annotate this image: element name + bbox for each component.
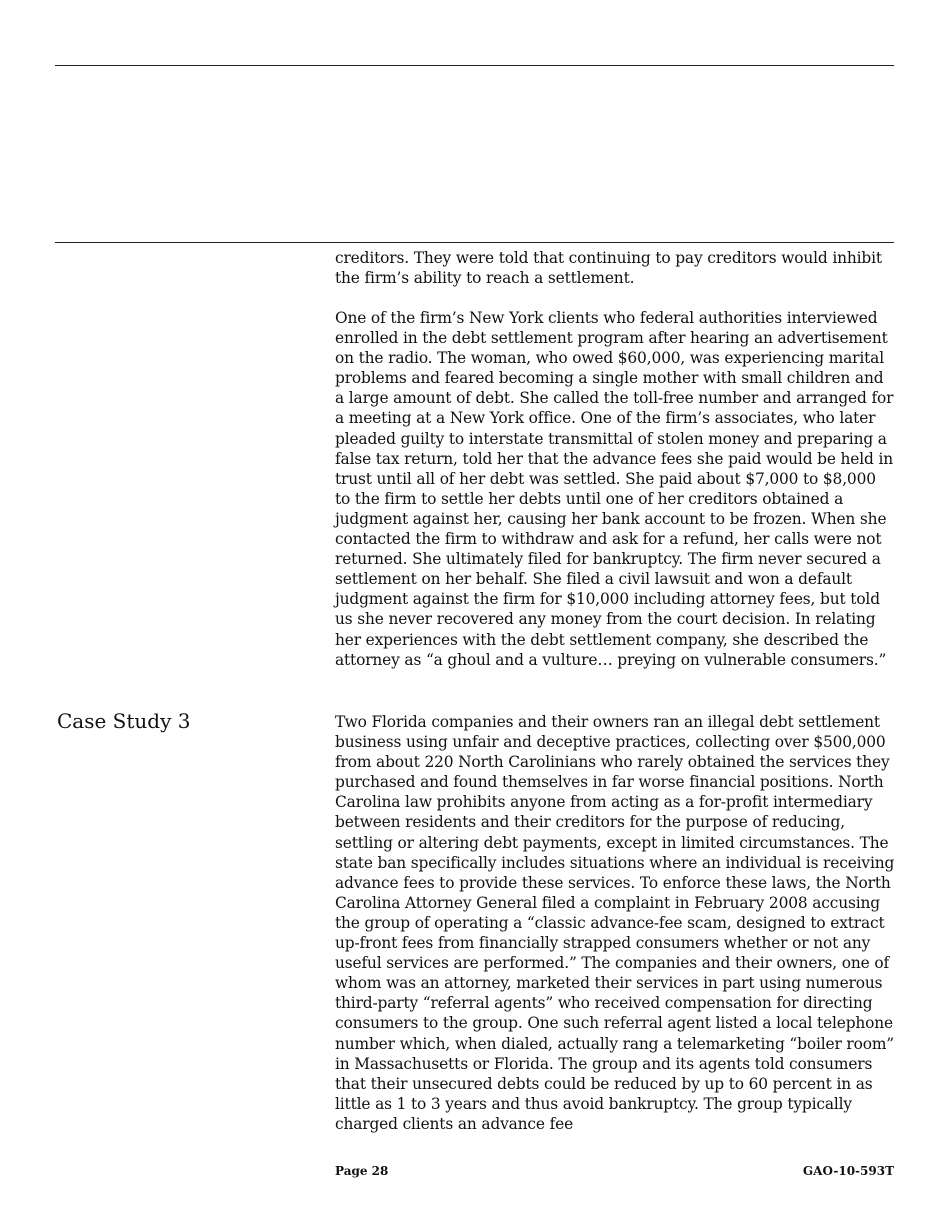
report-id: GAO-10-593T xyxy=(802,1164,894,1178)
section-rule xyxy=(55,242,894,243)
paragraph-new-york-client: One of the firm’s New York clients who federal authorities interviewed enrolled in the debt settlement program after hearing an advertisement on the radio. The woman, who owed $60,000, was experiencing marital problems and feared becoming a single mother with small children and a large amount of debt. She called the toll-free number and arranged for a meeting at a New York office. One of the firm’s associates, who later pleaded guilty to interstate transmittal of stolen money and preparing a false tax return, told her that the advance fees she paid would be held in trust until all of her debt was settled. She paid about $7,000 to $8,000 to the firm to settle her debts until one of her creditors obtained a judgment against her, causing her bank account to be frozen. When she contacted the firm to withdraw and ask for a refund, her calls were not returned. She ultimately filed for bankruptcy. The firm never secured a settlement on her behalf. She filed a civil lawsuit and won a default judgment against the firm for $10,000 including attorney fees, but told us she never recovered any money from the court decision. In relating her experiences with the debt settlement company, she described the attorney as “a ghoul and a vulture… preying on vulnerable consumers.” xyxy=(335,309,894,669)
paragraph-case-study-3: Two Florida companies and their owners ran an illegal debt settlement business using unfair and deceptive practices, collecting over $500,000 from about 220 North Carolinians who rarely obtained the services they purchased and found themselves in far worse financial positions. North Carolina law prohibits anyone from acting as a for-profit intermediary between residents and their creditors for the purpose of reducing, settling or altering debt payments, except in limited circumstances. The state ban specifically includes situations where an individual is receiving advance fees to provide these services. To enforce these laws, the North Carolina Attorney General filed a complaint in February 2008 accusing the group of operating a “classic advance-fee scam, designed to extract up-front fees from financially strapped consumers whether or not any useful services are performed.” The companies and their owners, one of whom was an attorney, marketed their services in part using numerous third-party “referral agents” who received compensation for directing consumers to the group. One such referral agent listed a local telephone number which, when dialed, actually rang a telemarketing “boiler room” in Massachusetts or Florida. The group and its agents told consumers that their unsecured debts could be reduced by up to 60 percent in as little as 1 to 3 years and thus avoid bankruptcy. The group typically charged clients an advance fee xyxy=(335,713,895,1133)
body-text-column xyxy=(335,712,895,1134)
paragraph-continuation: creditors. They were told that continuing to pay creditors would inhibit the firm’s ability to reach a settlement. xyxy=(335,249,882,288)
page-number: Page 28 xyxy=(335,1164,389,1178)
body-text-column xyxy=(335,248,895,288)
top-rule xyxy=(55,65,894,66)
body-text-column xyxy=(335,308,895,670)
case-study-heading: Case Study 3 xyxy=(57,709,191,733)
